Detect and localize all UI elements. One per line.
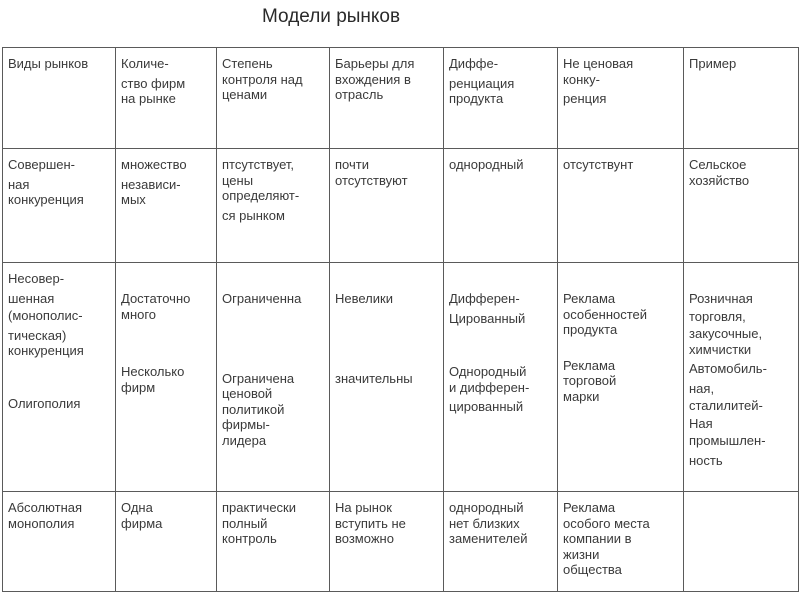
cell-barriers: На рынок вступить не возможно bbox=[330, 492, 444, 592]
header-differentiation: Диффе- ренциация продукта bbox=[444, 48, 558, 149]
cell-differentiation: Дифферен- Цированный Однородный и дифферен- цированный bbox=[444, 263, 558, 492]
header-market-type: Виды рынков bbox=[3, 48, 116, 149]
header-price-control: Степень контроля над ценами bbox=[217, 48, 330, 149]
header-firm-count: Количе- ство фирм на рынке bbox=[116, 48, 217, 149]
header-entry-barriers: Барьеры для вхождения в отрасль bbox=[330, 48, 444, 149]
cell-nonprice: отсутствунт bbox=[558, 149, 684, 263]
cell-barriers: Невелики значительны bbox=[330, 263, 444, 492]
header-row bbox=[3, 48, 799, 149]
page-title: Модели рынков bbox=[262, 6, 401, 27]
cell-differentiation: однородный bbox=[444, 149, 558, 263]
cell-nonprice: Реклама особого места компании в жизни общества bbox=[558, 492, 684, 592]
header-nonprice-competition: Не ценовая конку- ренция bbox=[558, 48, 684, 149]
row-absolute-monopoly bbox=[3, 492, 799, 592]
cell-barriers: почти отсутствуют bbox=[330, 149, 444, 263]
cell-type: Абсолютная монополия bbox=[3, 492, 116, 592]
market-models-table bbox=[2, 47, 799, 592]
cell-example bbox=[684, 492, 799, 592]
cell-type: Несовер- шенная (монополис- тическая) конкуренция Олигополия bbox=[3, 263, 116, 492]
cell-nonprice: Реклама особенностей продукта Реклама торговой марки bbox=[558, 263, 684, 492]
cell-control: Ограниченна Ограничена ценовой политикой фирмы- лидера bbox=[217, 263, 330, 492]
cell-differentiation: однородный нет близких заменителей bbox=[444, 492, 558, 592]
cell-type: Совершен- ная конкуренция bbox=[3, 149, 116, 263]
cell-firms: Одна фирма bbox=[116, 492, 217, 592]
cell-control: птсутствует, цены определяют- ся рынком bbox=[217, 149, 330, 263]
cell-control: практически полный контроль bbox=[217, 492, 330, 592]
cell-example: Розничная торговля, закусочные, химчистки Автомобиль- ная, сталилитей- Ная промышлен- ность bbox=[684, 263, 799, 492]
row-perfect-competition bbox=[3, 149, 799, 263]
header-example: Пример bbox=[684, 48, 799, 149]
cell-firms: Достаточно много Несколько фирм bbox=[116, 263, 217, 492]
row-imperfect-oligopoly bbox=[3, 263, 799, 492]
cell-firms: множество независи- мых bbox=[116, 149, 217, 263]
cell-example: Сельское хозяйство bbox=[684, 149, 799, 263]
